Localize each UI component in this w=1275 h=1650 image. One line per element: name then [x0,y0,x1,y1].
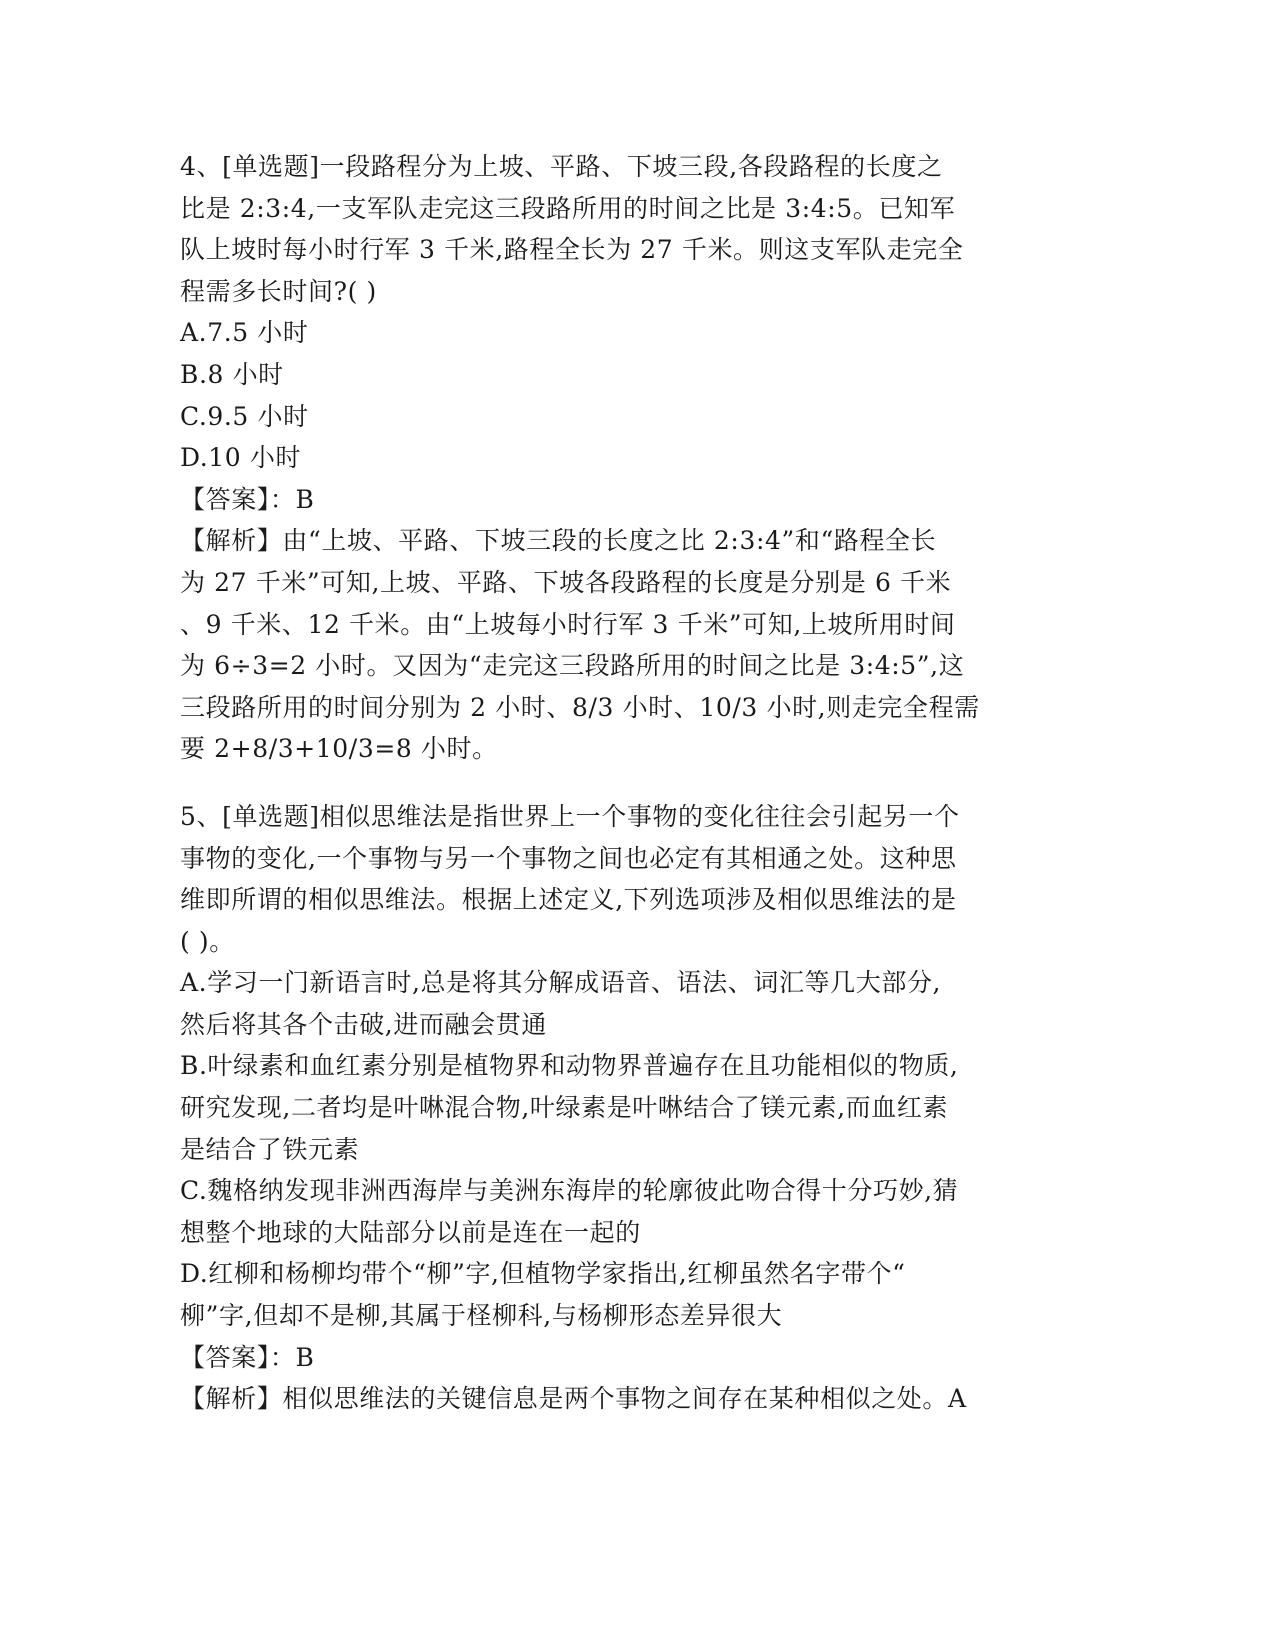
analysis-line: 【解析】由“上坡、平路、下坡三段的长度之比 2:3:4”和“路程全长 [180,526,937,556]
option-b-cont: 研究发现,二者均是叶啉混合物,叶绿素是叶啉结合了镁元素,而血红素 [180,1093,949,1123]
analysis-line: 、9 千米、12 千米。由“上坡每小时行军 3 千米”可知,上坡所用时间 [180,609,956,639]
option-d-cont: 柳”字,但却不是柳,其属于柽柳科,与杨柳形态差异很大 [180,1301,783,1331]
question-stem-line: 事物的变化,一个事物与另一个事物之间也必定有其相通之处。这种思 [180,843,957,873]
option-b-cont: 是结合了铁元素 [180,1134,360,1164]
analysis-line: 三段路所用的时间分别为 2 小时、8/3 小时、10/3 小时,则走完全程需 [180,692,980,722]
document-page [180,146,1060,1420]
option-c-cont: 想整个地球的大陆部分以前是连在一起的 [180,1217,641,1247]
analysis-line: 【解析】相似思维法的关键信息是两个事物之间存在某种相似之处。A [180,1384,967,1414]
question-stem-line: 程需多长时间?( ) [180,276,377,306]
analysis-line: 为 6÷3=2 小时。又因为“走完这三段路所用的时间之比是 3:4:5”,这 [180,651,965,681]
analysis-line: 为 27 千米”可知,上坡、平路、下坡各段路程的长度是分别是 6 千米 [180,567,952,597]
answer-line: 【答案】：B [180,1342,315,1372]
question-stem-line: 5、[单选题]相似思维法是指世界上一个事物的变化往往会引起另一个 [180,801,960,831]
option-c: C.魏格纳发现非洲西海岸与美洲东海岸的轮廓彼此吻合得十分巧妙,猜 [180,1176,959,1206]
option-d: D.红柳和杨柳均带个“柳”字,但植物学家指出,红柳虽然名字带个“ [180,1259,906,1289]
question-stem-line: ( )。 [180,926,235,956]
option-d: D.10 小时 [180,443,302,473]
answer-line: 【答案】：B [180,484,315,514]
question-stem-line: 队上坡时每小时行军 3 千米,路程全长为 27 千米。则这支军队走完全 [180,235,964,265]
option-a: A.学习一门新语言时,总是将其分解成语音、语法、词汇等几大部分, [180,968,942,998]
question-stem-line: 比是 2:3:4,一支军队走完这三段路所用的时间之比是 3:4:5。已知军 [180,193,956,223]
question-spacer [180,770,1060,796]
option-b: B.叶绿素和血红素分别是植物界和动物界普遍存在且功能相似的物质, [180,1051,959,1081]
option-a: A.7.5 小时 [180,318,309,348]
analysis-line: 要 2+8/3+10/3=8 小时。 [180,734,498,764]
question-5 [180,796,1060,1420]
question-stem-line: 4、[单选题]一段路程分为上坡、平路、下坡三段,各段路程的长度之 [180,152,943,181]
option-c: C.9.5 小时 [180,401,309,431]
question-stem-line: 维即所谓的相似思维法。根据上述定义,下列选项涉及相似思维法的是 [180,885,957,915]
option-b: B.8 小时 [180,359,284,389]
question-4 [180,146,1060,770]
option-a-cont: 然后将其各个击破,进而融会贯通 [180,1009,547,1039]
